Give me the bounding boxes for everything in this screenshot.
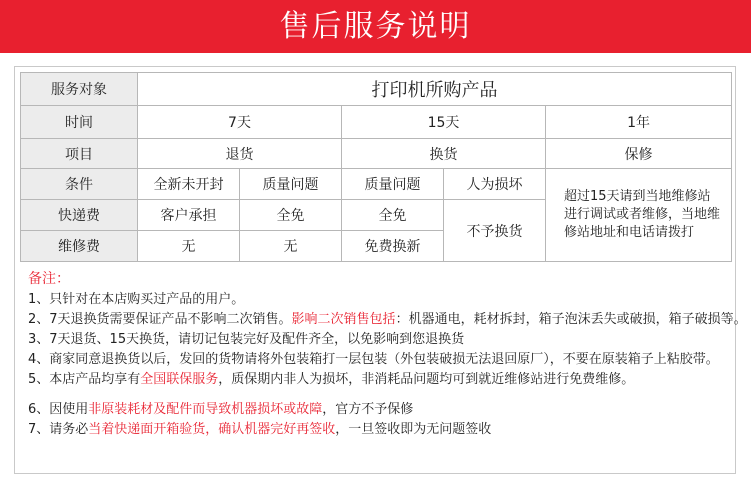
note-line-2 xyxy=(28,310,747,330)
cell-condition-1: 全新未开封 xyxy=(138,169,240,200)
cell-time-7d: 7天 xyxy=(138,106,342,139)
note-line-4 xyxy=(28,350,738,370)
note-text: 4、商家同意退换货以后，发回的货物请将外包装箱打一层包装（外包装破损无法退回原厂），不要在原装箱子上粘胶带。 xyxy=(28,352,719,367)
cell-shipping-3: 全免 xyxy=(342,200,444,231)
cell-repair-1: 无 xyxy=(138,231,240,262)
cell-warranty: 保修 xyxy=(546,139,732,169)
cell-repair-3: 免费换新 xyxy=(342,231,444,262)
note-text: 5、本店产品均享有 xyxy=(28,372,141,387)
page-title: 售后服务说明 xyxy=(279,9,472,44)
cell-return: 退货 xyxy=(138,139,342,169)
note-text: 2、7天退换货需要保证产品不影响二次销售。 xyxy=(28,312,292,327)
note-line-3 xyxy=(28,330,738,350)
table-row xyxy=(21,106,732,139)
cell-condition-3: 质量问题 xyxy=(342,169,444,200)
note-line-1 xyxy=(28,290,738,310)
spacer xyxy=(28,390,738,400)
cell-shipping-2: 全免 xyxy=(240,200,342,231)
label-condition: 条件 xyxy=(21,169,138,200)
label-service-target: 服务对象 xyxy=(21,73,138,106)
service-table xyxy=(20,72,732,262)
cell-condition-2: 质量问题 xyxy=(240,169,342,200)
note-line-7 xyxy=(28,420,738,440)
table-row xyxy=(21,73,732,106)
cell-time-15d: 15天 xyxy=(342,106,546,139)
note-text: ：机器通电，耗材拆封，箱子泡沫丢失或破损，箱子破损等。 xyxy=(395,312,747,327)
page-banner xyxy=(0,0,751,53)
table-row xyxy=(21,169,732,200)
label-repair-fee: 维修费 xyxy=(21,231,138,262)
cell-exchange: 换货 xyxy=(342,139,546,169)
note-highlight: 当着快递面开箱验货，确认机器完好再签收 xyxy=(88,422,336,437)
repair-note: 超过15天请到当地维修站进行调试或者维修，当地维修站地址和电话请拨打 xyxy=(546,169,732,262)
cell-time-1y: 1年 xyxy=(546,106,732,139)
cell-no-exchange: 不予换货 xyxy=(444,200,546,262)
label-shipping-fee: 快递费 xyxy=(21,200,138,231)
note-text: 7、请务必 xyxy=(28,422,89,437)
note-highlight: 全国联保服务 xyxy=(140,372,219,387)
note-text: 6、因使用 xyxy=(28,402,89,417)
cell-condition-4: 人为损坏 xyxy=(444,169,546,200)
notes-section xyxy=(28,268,747,440)
note-text: ，一旦签收即为无问题签收 xyxy=(335,422,492,437)
label-item: 项目 xyxy=(21,139,138,169)
value-service-target: 打印机所购产品 xyxy=(138,73,732,106)
note-text: ，质保期内非人为损坏，非消耗品问题均可到就近维修站进行免费维修。 xyxy=(218,372,635,387)
notes-title: 备注： xyxy=(28,271,70,287)
cell-repair-2: 无 xyxy=(240,231,342,262)
note-text: 1、只针对在本店购买过产品的用户。 xyxy=(28,292,245,307)
note-line-5 xyxy=(28,370,738,390)
label-time: 时间 xyxy=(21,106,138,139)
note-highlight: 影响二次销售包括 xyxy=(291,312,396,327)
note-text: 3、7天退货、15天换货，请切记包装完好及配件齐全，以免影响到您退换货 xyxy=(28,332,465,347)
note-text: ，官方不予保修 xyxy=(322,402,414,417)
note-highlight: 非原装耗材及配件而导致机器损坏或故障 xyxy=(88,402,323,417)
cell-shipping-1: 客户承担 xyxy=(138,200,240,231)
note-line-6 xyxy=(28,400,738,420)
table-row xyxy=(21,139,732,169)
